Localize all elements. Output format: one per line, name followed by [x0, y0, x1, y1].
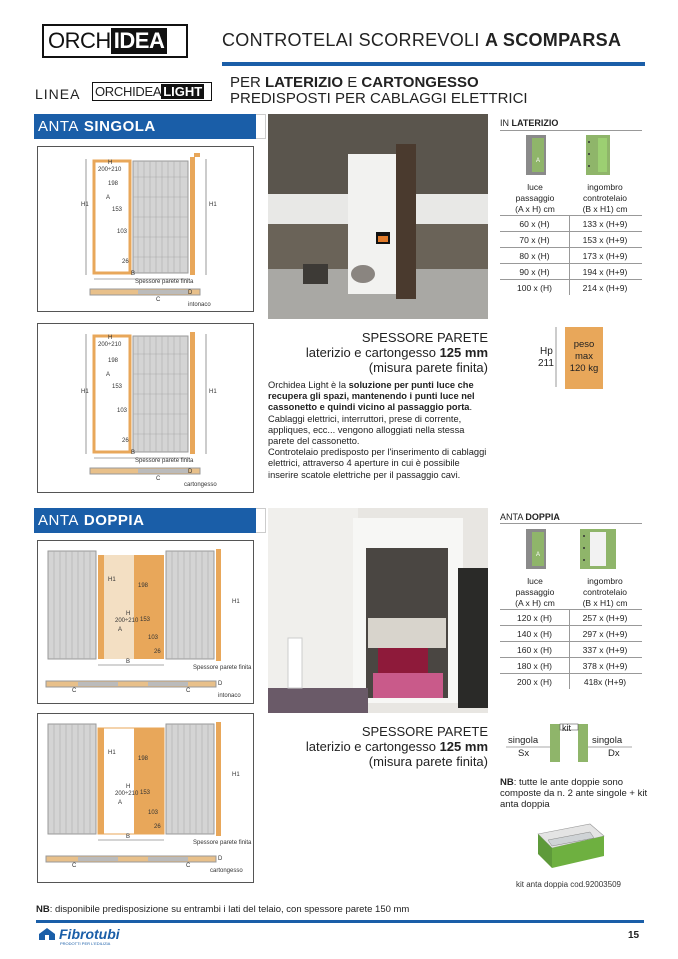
table-row	[500, 609, 642, 625]
dim-h1-right: H1	[232, 599, 240, 605]
wall-label: Spessore parete finita	[135, 279, 194, 285]
drawing-doppia-cartongesso	[37, 713, 254, 883]
dim-198: 198	[108, 181, 119, 187]
cell: 200 x (H)	[500, 674, 570, 689]
finish-label: cartongesso	[184, 482, 217, 488]
col1-l2: passaggio	[515, 193, 555, 203]
dim-103: 103	[117, 408, 128, 414]
section-bar-singola	[34, 114, 256, 139]
footer-nb-label: NB	[36, 904, 50, 915]
table-title-bold: DOPPIA	[525, 512, 560, 522]
dim-h-range: 200÷210	[115, 791, 139, 797]
dim-h-range: 200÷210	[98, 342, 122, 348]
nb-text: : tutte le ante doppie sono composte da n. 2 ante singole + kit anta doppia	[500, 777, 648, 810]
orchidea-logo	[42, 24, 188, 58]
bar-bold: SINGOLA	[83, 118, 156, 135]
dim-198: 198	[108, 358, 119, 364]
spessore-line3: (misura parete finita)	[368, 754, 488, 769]
cell: 194 x (H+9)	[582, 267, 628, 277]
col-ingombro	[570, 182, 640, 215]
kit-label: kit	[562, 723, 571, 733]
col2-l1: ingombro	[587, 182, 623, 192]
table-title-bold: LATERIZIO	[511, 118, 559, 128]
spessore-line2b: 125 mm	[439, 345, 488, 360]
dim-103: 103	[117, 229, 128, 235]
table-row	[500, 215, 642, 231]
drawing-doppia-intonaco	[37, 540, 254, 704]
dim-153: 153	[112, 207, 123, 213]
subtitle	[230, 75, 528, 107]
dim-103: 103	[148, 810, 159, 816]
footer-note	[36, 904, 409, 915]
cell: 133 x (H+9)	[582, 219, 628, 229]
subtitle-per: PER	[230, 74, 266, 91]
brand-tagline: PRODOTTI PER L'EDILIZIA	[60, 941, 111, 946]
cell: 257 x (H+9)	[582, 613, 628, 623]
table-row	[500, 673, 642, 689]
dx-label: Dx	[608, 748, 620, 759]
spessore-singola	[268, 330, 488, 375]
table-title-doppia	[500, 512, 560, 522]
cell: 418x (H+9)	[583, 677, 627, 687]
subtitle-cartongesso: CARTONGESSO	[361, 74, 479, 91]
col2-l3: (B x H1) cm	[582, 204, 628, 214]
cell: 214 x (H+9)	[582, 283, 628, 293]
cell: 173 x (H+9)	[582, 251, 628, 261]
peso-l1: peso	[573, 339, 595, 350]
dim-a: A	[118, 800, 123, 806]
cell: 153 x (H+9)	[582, 235, 628, 245]
bar-tail	[256, 508, 266, 533]
kit-diagram	[504, 720, 634, 770]
body-p1a: Orchidea Light è la	[268, 380, 349, 390]
drawing-singola-cartongesso	[37, 323, 254, 493]
drawing-singola-intonaco	[37, 146, 254, 312]
dim-26: 26	[154, 649, 161, 655]
dim-h-range: 200÷210	[98, 167, 122, 173]
orchidea-light-logo	[92, 82, 212, 101]
photo-doppia-interior	[268, 508, 488, 713]
cell: 297 x (H+9)	[582, 629, 628, 639]
page-title	[222, 30, 621, 51]
dim-b: B	[126, 659, 131, 665]
spessore-line2a: laterizio e cartongesso	[305, 345, 440, 360]
dim-c: C	[72, 863, 77, 869]
fibrotubi-logo	[38, 926, 120, 942]
table-row	[500, 231, 642, 247]
subtitle-e: E	[343, 74, 362, 91]
cell: 100 x (H)	[500, 280, 570, 295]
table-header	[500, 182, 642, 215]
cell: 60 x (H)	[500, 216, 570, 231]
table-doppia	[500, 576, 642, 689]
col-ingombro	[570, 576, 640, 609]
spessore-line1: SPESSORE PARETE	[361, 330, 488, 345]
table-row	[500, 247, 642, 263]
dim-h: H	[108, 160, 113, 166]
page-number: 15	[628, 930, 640, 941]
dim-a: A	[106, 195, 111, 201]
dim-c2: C	[186, 688, 191, 694]
cell: 120 x (H)	[500, 610, 570, 625]
dim-153: 153	[112, 384, 123, 390]
col1-l1: luce	[527, 182, 543, 192]
dim-198: 198	[138, 756, 149, 762]
wall-label: Spessore parete finita	[193, 665, 252, 671]
col1-l3: (A x H) cm	[515, 598, 555, 608]
dim-h1-right: H1	[232, 772, 240, 778]
col1-l2: passaggio	[515, 587, 555, 597]
linea-label: LINEA	[35, 86, 81, 102]
description-text	[268, 380, 488, 481]
cell: 90 x (H)	[500, 264, 570, 279]
dim-h1-right: H1	[209, 389, 217, 395]
dim-c: C	[156, 297, 161, 303]
dim-h-range: 200÷210	[115, 618, 139, 624]
spessore-line2b: 125 mm	[439, 739, 488, 754]
kit-box-image	[532, 812, 608, 872]
dim-h1-right: H1	[209, 202, 217, 208]
footer-nb-text: : disponibile predisposizione su entrambi i lati del telaio, con spessore parete 150 mm	[49, 904, 410, 915]
table-laterizio	[500, 182, 642, 295]
dim-c: C	[72, 688, 77, 694]
dim-26: 26	[122, 259, 129, 265]
title-regular: CONTROTELAI SCORREVOLI	[222, 30, 485, 50]
finish-label: cartongesso	[210, 868, 243, 874]
title-bold: A SCOMPARSA	[484, 30, 622, 50]
nb-doppia	[500, 777, 650, 810]
table-title-prefix: ANTA	[500, 512, 526, 522]
cell: 80 x (H)	[500, 248, 570, 263]
table-row	[500, 263, 642, 279]
table-header	[500, 576, 642, 609]
table-title-prefix: IN	[500, 118, 512, 128]
table-row	[500, 279, 642, 295]
section-bar-doppia	[34, 508, 256, 533]
table-row	[500, 625, 642, 641]
dim-c: C	[156, 476, 161, 482]
bar-tail	[256, 114, 266, 139]
hp-label: Hp	[540, 346, 553, 357]
body-p2: Cablaggi elettrici, interruttori, prese di corrente, appliques, ecc... vengono alloggiati nella stessa parete del cassonetto.	[268, 413, 465, 447]
col2-l3: (B x H1) cm	[582, 598, 628, 608]
cell: 180 x (H)	[500, 658, 570, 673]
spessore-line2a: laterizio e cartongesso	[305, 739, 440, 754]
col1-l1: luce	[527, 576, 543, 586]
dim-h1-left: H1	[81, 202, 89, 208]
dim-a: A	[106, 372, 111, 378]
col2-l2: controtelaio	[583, 587, 627, 597]
col-luce	[500, 576, 570, 609]
dim-103: 103	[148, 635, 159, 641]
icon-a: A	[536, 552, 541, 558]
table-row	[500, 641, 642, 657]
dim-h: H	[108, 335, 113, 341]
door-icons	[500, 526, 642, 572]
spessore-line3: (misura parete finita)	[368, 360, 488, 375]
body-p3: Controtelaio predisposto per l'inserimento di cablaggi elettrici, attraverso 4 aperture in cui è possibile inserire scatole elettriche per il passaggio cavi.	[268, 447, 487, 480]
wall-label: Spessore parete finita	[193, 840, 252, 846]
logo-light-text: ORCH	[48, 28, 111, 53]
dim-d: D	[188, 290, 193, 296]
dim-h: H	[126, 784, 131, 790]
spessore-line1: SPESSORE PARETE	[361, 724, 488, 739]
body-p1b: soluzione per punti luce che recupera gli spazi, mantenendo i punti luce nel cassonetto e quindi vicino al passaggio porta	[268, 380, 475, 413]
sx-label: Sx	[518, 748, 530, 759]
logo-bold-text: IDEA	[111, 28, 168, 54]
dim-b: B	[131, 450, 136, 456]
door-icons	[500, 132, 642, 178]
header-rule	[222, 62, 645, 66]
dim-h: H	[126, 611, 131, 617]
kit-caption: kit anta doppia cod.92003509	[516, 880, 621, 889]
dim-d: D	[188, 469, 193, 475]
cell: 70 x (H)	[500, 232, 570, 247]
table-rule	[500, 523, 642, 524]
dim-d: D	[218, 681, 223, 687]
col2-l1: ingombro	[587, 576, 623, 586]
dim-c2: C	[186, 863, 191, 869]
cell: 337 x (H+9)	[582, 645, 628, 655]
wall-label: Spessore parete finita	[135, 458, 194, 464]
brand-text: Fibrotubi	[59, 926, 120, 942]
dim-b: B	[126, 834, 131, 840]
linea-logo-light: ORCHIDEA	[95, 84, 162, 99]
dim-198: 198	[138, 583, 149, 589]
house-icon	[38, 927, 56, 941]
finish-label: intonaco	[218, 693, 241, 699]
cell: 140 x (H)	[500, 626, 570, 641]
linea-logo-bold: LIGHT	[163, 84, 203, 99]
col2-l2: controtelaio	[583, 193, 627, 203]
peso-l2: max	[575, 351, 593, 362]
cell: 160 x (H)	[500, 642, 570, 657]
photo-singola-interior	[268, 114, 488, 319]
spessore-doppia	[268, 724, 488, 769]
subtitle-laterizio: LATERIZIO	[265, 74, 344, 91]
singola-dx-label: singola	[592, 735, 623, 746]
dim-26: 26	[122, 438, 129, 444]
table-row	[500, 657, 642, 673]
table-title-laterizio	[500, 118, 558, 128]
finish-label: intonaco	[188, 302, 211, 308]
dim-153: 153	[140, 790, 151, 796]
col-luce	[500, 182, 570, 215]
dim-b: B	[131, 271, 136, 277]
subtitle-line2: PREDISPOSTI PER CABLAGGI ELETTRICI	[230, 90, 528, 107]
bar-prefix: ANTA	[38, 118, 79, 135]
dim-d: D	[218, 856, 223, 862]
bar-bold: DOPPIA	[83, 512, 145, 529]
peso-l3: 120 kg	[569, 363, 599, 374]
dim-26: 26	[154, 824, 161, 830]
dim-h1-left: H1	[81, 389, 89, 395]
peso-diagram	[536, 325, 626, 395]
icon-a: A	[536, 158, 541, 164]
singola-sx-label: singola	[508, 735, 539, 746]
hp-value: 211	[538, 358, 554, 369]
body-p1c: .	[469, 402, 473, 413]
dim-153: 153	[140, 617, 151, 623]
col1-l3: (A x H) cm	[515, 204, 555, 214]
dim-a: A	[118, 627, 123, 633]
bar-prefix: ANTA	[38, 512, 79, 529]
nb-label: NB	[500, 777, 514, 788]
dim-h1: H1	[108, 750, 116, 756]
table-rule	[500, 130, 642, 131]
cell: 378 x (H+9)	[582, 661, 628, 671]
dim-h1: H1	[108, 577, 116, 583]
footer-rule	[36, 920, 644, 923]
